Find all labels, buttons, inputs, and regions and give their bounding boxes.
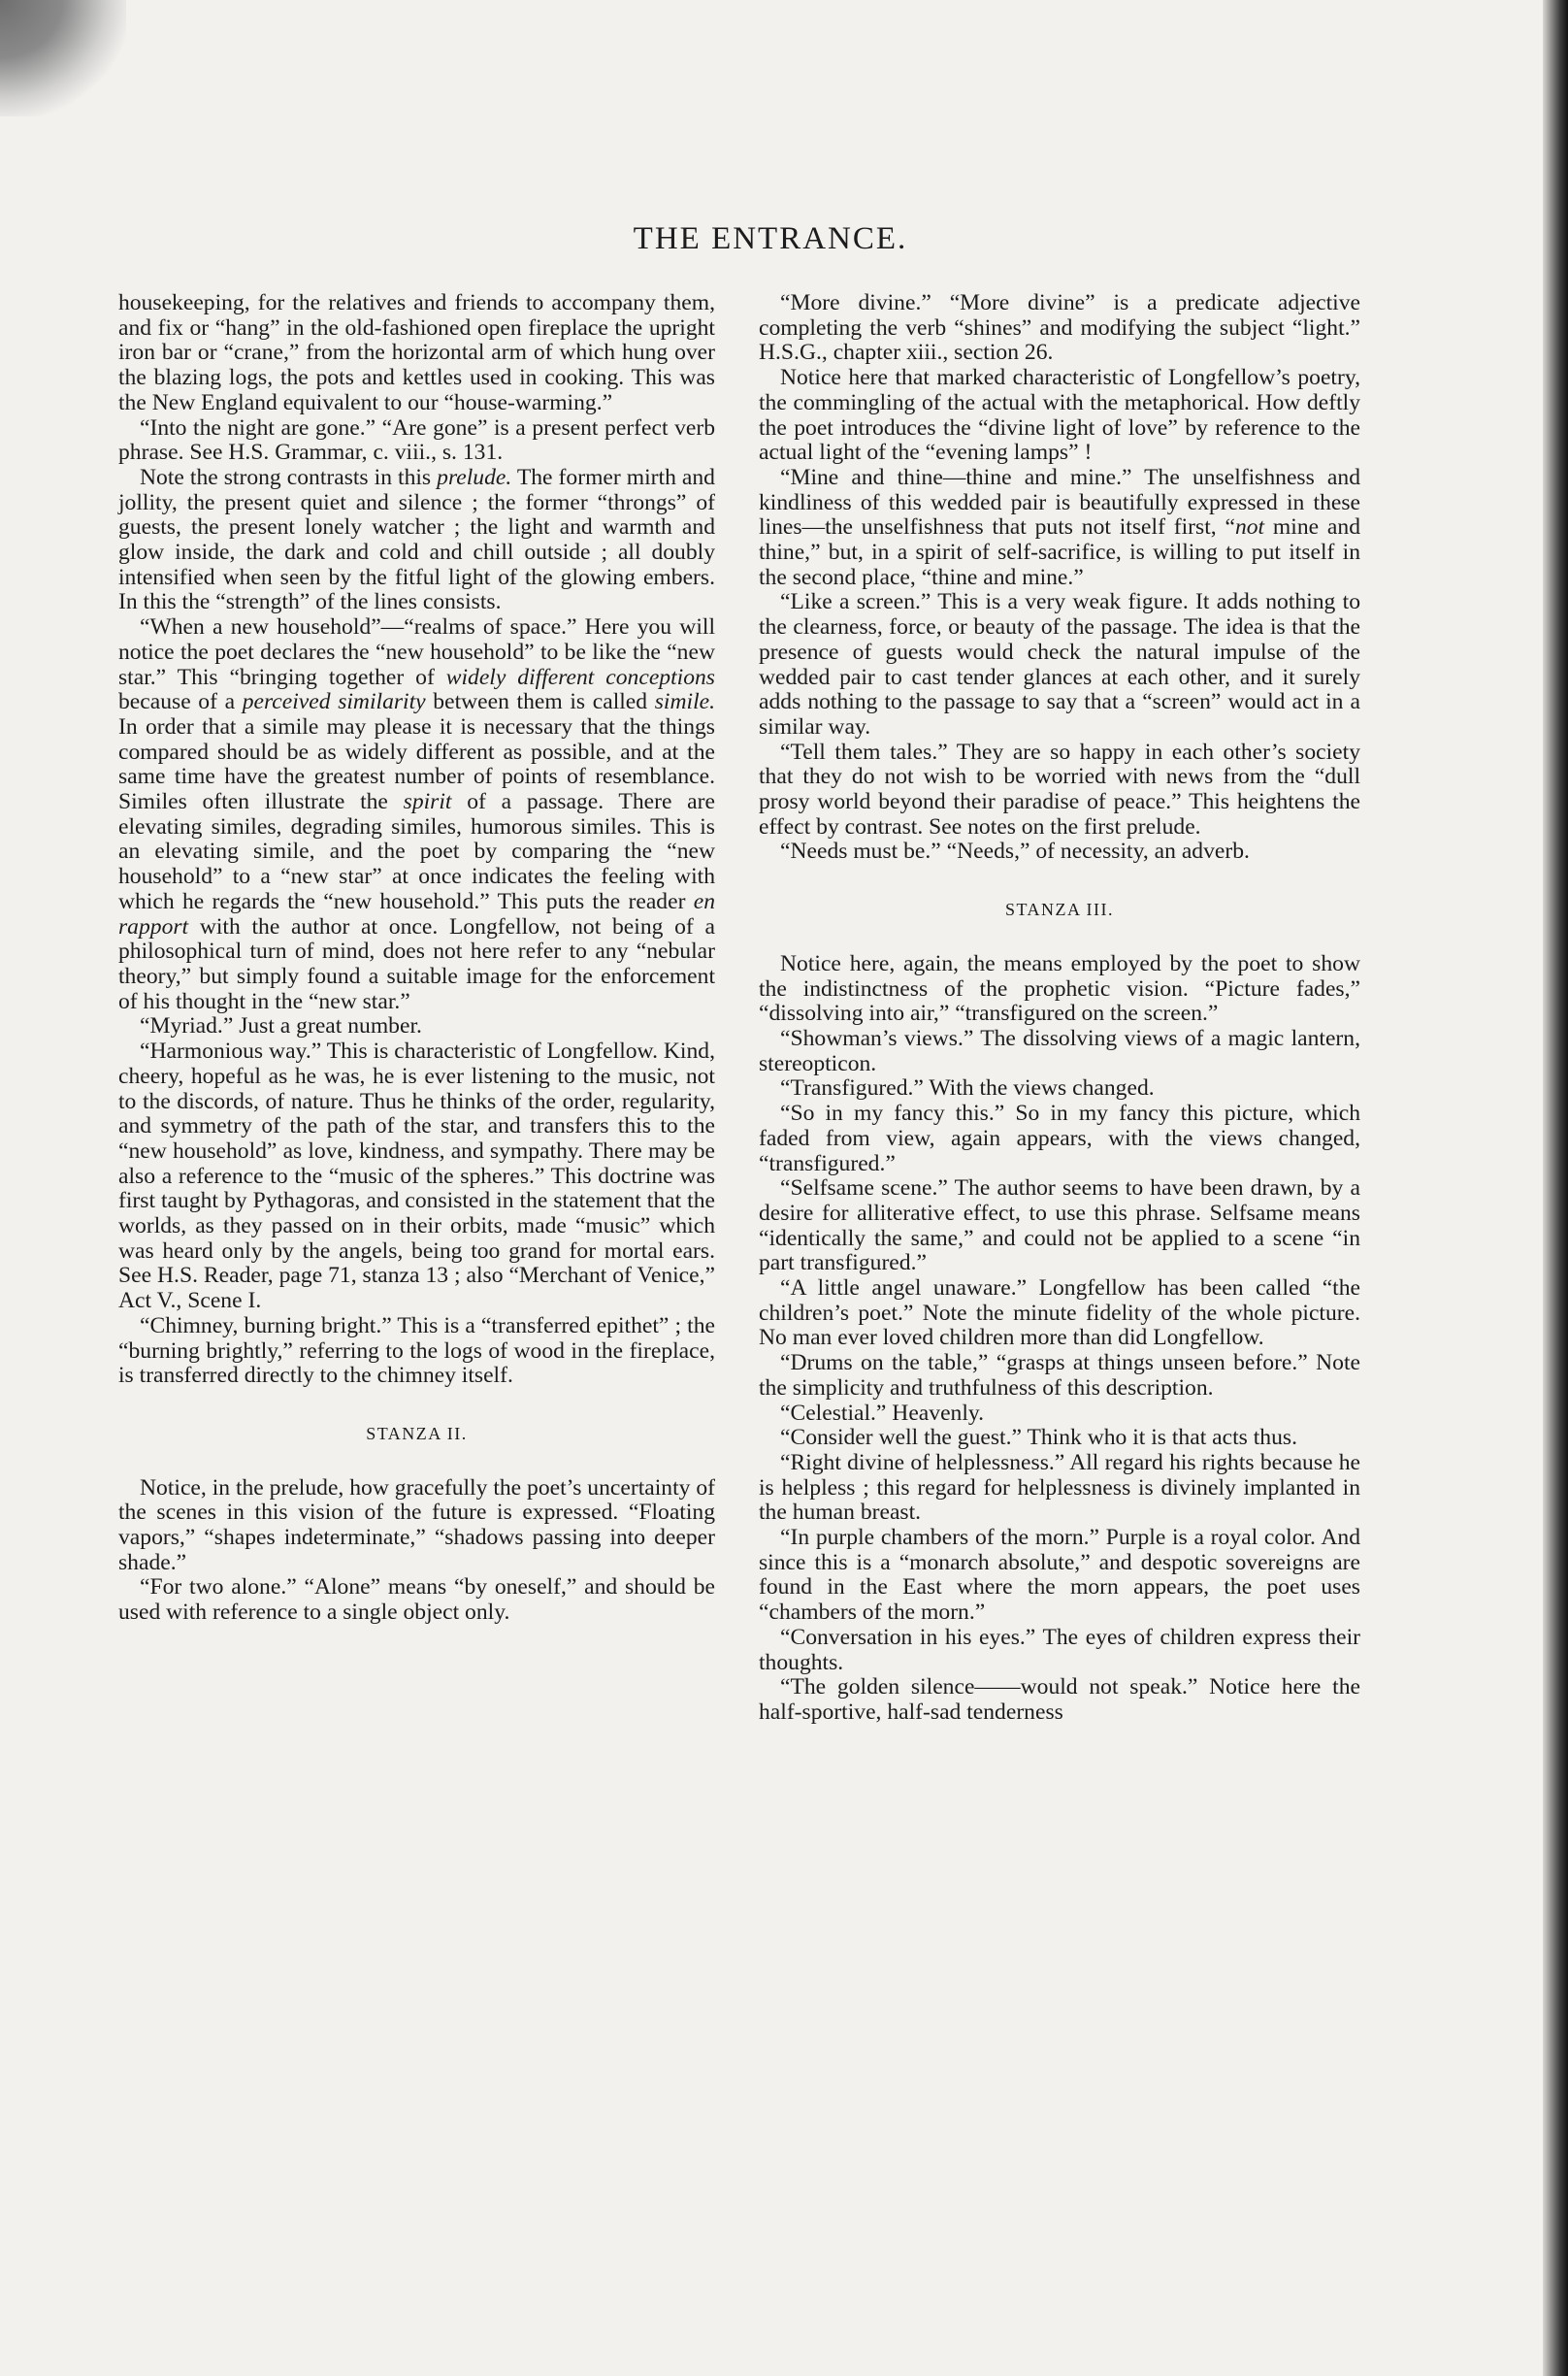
section-heading: STANZA II. bbox=[366, 1423, 468, 1443]
scan-edge bbox=[1543, 0, 1568, 2376]
paragraph: “Needs must be.” “Needs,” of necessity, an adverb. bbox=[780, 839, 1250, 865]
text-run: because of a bbox=[118, 689, 243, 715]
paragraph: “Celestial.” Heavenly. bbox=[780, 1400, 985, 1426]
text-run: In order that a simile may please it is necessary that the things compared should be as widely different as possible, and at the same time have the greatest number of points of resemblance. Similes often illustrate the bbox=[118, 713, 715, 815]
paragraph: “The golden silence——would not speak.” Notice here the half-sportive, half-sad tenderness bbox=[759, 1674, 1360, 1725]
paragraph: “For two alone.” “Alone” means “by oneself,” and should be used with reference to a single object only. bbox=[118, 1574, 715, 1626]
text-run: “Mine and thine—thine and mine.” The unselfishness and kindliness of this wedded pair is beautifully expressed in these lines—the unselfishness that puts not itself first, “ bbox=[759, 464, 1360, 541]
paragraph: “Conversation in his eyes.” The eyes of children express their thoughts. bbox=[759, 1624, 1360, 1675]
paragraph bbox=[759, 466, 1360, 591]
paragraph: “Consider well the guest.” Think who it is that acts thus. bbox=[780, 1425, 1297, 1451]
text-run: “When a new household”—“realms of space.” Here you will notice the poet declares the “new household” to be like the “new star.” This “bringing together of bbox=[118, 614, 715, 690]
paragraph: “So in my fancy this.” So in my fancy this picture, which faded from view, again appears, with the views changed, “transfigured.” bbox=[759, 1101, 1360, 1176]
italic-run: not bbox=[1234, 514, 1265, 541]
paragraph: “In purple chambers of the morn.” Purple is a royal color. And since this is a “monarch absolute,” and despotic sovereigns are found in the East where the morn appears, the poet uses “chambers of the morn.” bbox=[759, 1525, 1360, 1626]
paragraph: “Selfsame scene.” The author seems to have been drawn, by a desire for alliterative effect, to use this phrase. Selfsame means “identically the same,” and could not be applied to a scene “in part transfigured.” bbox=[759, 1175, 1360, 1276]
text-run: Note the strong contrasts in this bbox=[140, 464, 438, 490]
text-run: mine and thine,” but, in a spirit of self-sacrifice, is willing to put itself in the second place, “thine and mine.” bbox=[759, 514, 1360, 590]
paragraph: “A little angel unaware.” Longfellow has been called “the children’s poet.” Note the minute fidelity of the whole picture. No man ever loved children more than did Longfellow. bbox=[759, 1275, 1360, 1351]
left-column bbox=[118, 291, 715, 1626]
paragraph: “Transfigured.” With the views changed. bbox=[780, 1075, 1155, 1102]
text-run: with the author at once. Longfellow, not being of a philosophical turn of mind, does not here refer to any “nebular theory,” but simply found a suitable image for the enforcement of his thought in the “new star.” bbox=[118, 913, 715, 1014]
paragraph: “Into the night are gone.” “Are gone” is a present perfect verb phrase. See H.S. Grammar, c. viii., s. 131. bbox=[118, 414, 715, 466]
paragraph: Notice here, again, the means employed by the poet to show the indistinctness of the prophetic vision. “Picture fades,” “dissolving into air,” “transfigured on the screen.” bbox=[759, 950, 1360, 1027]
paragraph: “Tell them tales.” They are so happy in each other’s society that they do not wish to be worried with news from the “dull prosy world beyond their paradise of peace.” This heightens the effect by contrast. See notes on the first prelude. bbox=[759, 739, 1360, 840]
right-column bbox=[759, 291, 1360, 1726]
paragraph: “Showman’s views.” The dissolving views of a magic lantern, stereopticon. bbox=[759, 1025, 1360, 1076]
paragraph: Notice, in the prelude, how gracefully the poet’s uncertainty of the scenes in this vision of the future is expressed. “Floating vapors,” “shapes indeterminate,” “shadows passing into deeper shade.” bbox=[118, 1474, 715, 1575]
paragraph: Notice here that marked characteristic of Longfellow’s poetry, the commingling of the actual with the metaphorical. How deftly the poet introduces the “divine light of love” by reference to the actual light of the “evening lamps” ! bbox=[759, 365, 1360, 466]
italic-run: prelude. bbox=[437, 464, 512, 490]
paragraph: “Myriad.” Just a great number. bbox=[140, 1013, 422, 1040]
paragraph: “Right divine of helplessness.” All regard his rights because he is helpless ; this regard for helplessness is divinely implanted in the human breast. bbox=[759, 1449, 1360, 1526]
text-run: of a passage. There are elevating similes, degrading similes, humorous similes. This is an elevating simile, and the poet by comparing the “new household” to a “new star” at once indicates the feeling with which he regards the “new household.” This puts the reader bbox=[118, 789, 715, 914]
scan-stain bbox=[0, 0, 126, 116]
italic-run: widely different conceptions bbox=[445, 664, 715, 690]
text-run: between them is called bbox=[425, 689, 655, 715]
paragraph: “Harmonious way.” This is characteristic of Longfellow. Kind, cheery, hopeful as he was, he is ever listening to the music, not to the discords, of nature. Thus he thinks of the order, regularity, and symmetry of the path of the star, and transfers this to the “new household” as love, kindness, and sympathy. There may be also a reference to the “music of the spheres.” This doctrine was first taught by Pythagoras, and consisted in the statement that the worlds, as they passed on in their orbits, made “music” which was heard only by the angels, being too grand for mortal ears. See H.S. Reader, page 71, stanza 13 ; also “Merchant of Venice,” Act V., Scene I. bbox=[118, 1039, 715, 1314]
text-run: The former mirth and jollity, the present quiet and silence ; the former “throngs” of guests, the present lonely watcher ; the light and warmth and glow inside, the dark and cold and chill outside ; all doubly intensified when seen by the fitful light of the glowing embers. In this the “strength” of the lines consists. bbox=[118, 464, 715, 615]
italic-run: simile. bbox=[654, 689, 715, 715]
italic-run: perceived similarity bbox=[242, 689, 426, 715]
italic-run: en rapport bbox=[118, 888, 715, 940]
paragraph: “Drums on the table,” “grasps at things unseen before.” Note the simplicity and truthfulness of this description. bbox=[759, 1350, 1360, 1401]
italic-run: spirit bbox=[403, 789, 452, 815]
paragraph: housekeeping, for the relatives and friends to accompany them, and fix or “hang” in the old-fashioned open fireplace the upright iron bar or “crane,” from the horizontal arm of which hung over the blazing logs, the pots and kettles used in cooking. This was the New England equivalent to our “house-warming.” bbox=[118, 290, 715, 415]
paragraph bbox=[118, 466, 715, 615]
paragraph bbox=[118, 615, 715, 1014]
paragraph: “More divine.” “More divine” is a predicate adjective completing the verb “shines” and modifying the subject “light.” H.S.G., chapter xiii., section 26. bbox=[759, 290, 1360, 366]
section-heading: STANZA III. bbox=[1004, 900, 1115, 920]
running-head: THE ENTRANCE. bbox=[633, 221, 908, 256]
paragraph: “Like a screen.” This is a very weak figure. It adds nothing to the clearness, force, or beauty of the passage. The idea is that the presence of guests would check the natural impulse of the wedded pair to cast tender glances at each other, and it surely adds nothing to the passage to say that a “screen” would act in a similar way. bbox=[759, 589, 1360, 740]
paragraph: “Chimney, burning bright.” This is a “transferred epithet” ; the “burning brightly,” referring to the logs of wood in the fireplace, is transferred directly to the chimney itself. bbox=[118, 1312, 715, 1389]
